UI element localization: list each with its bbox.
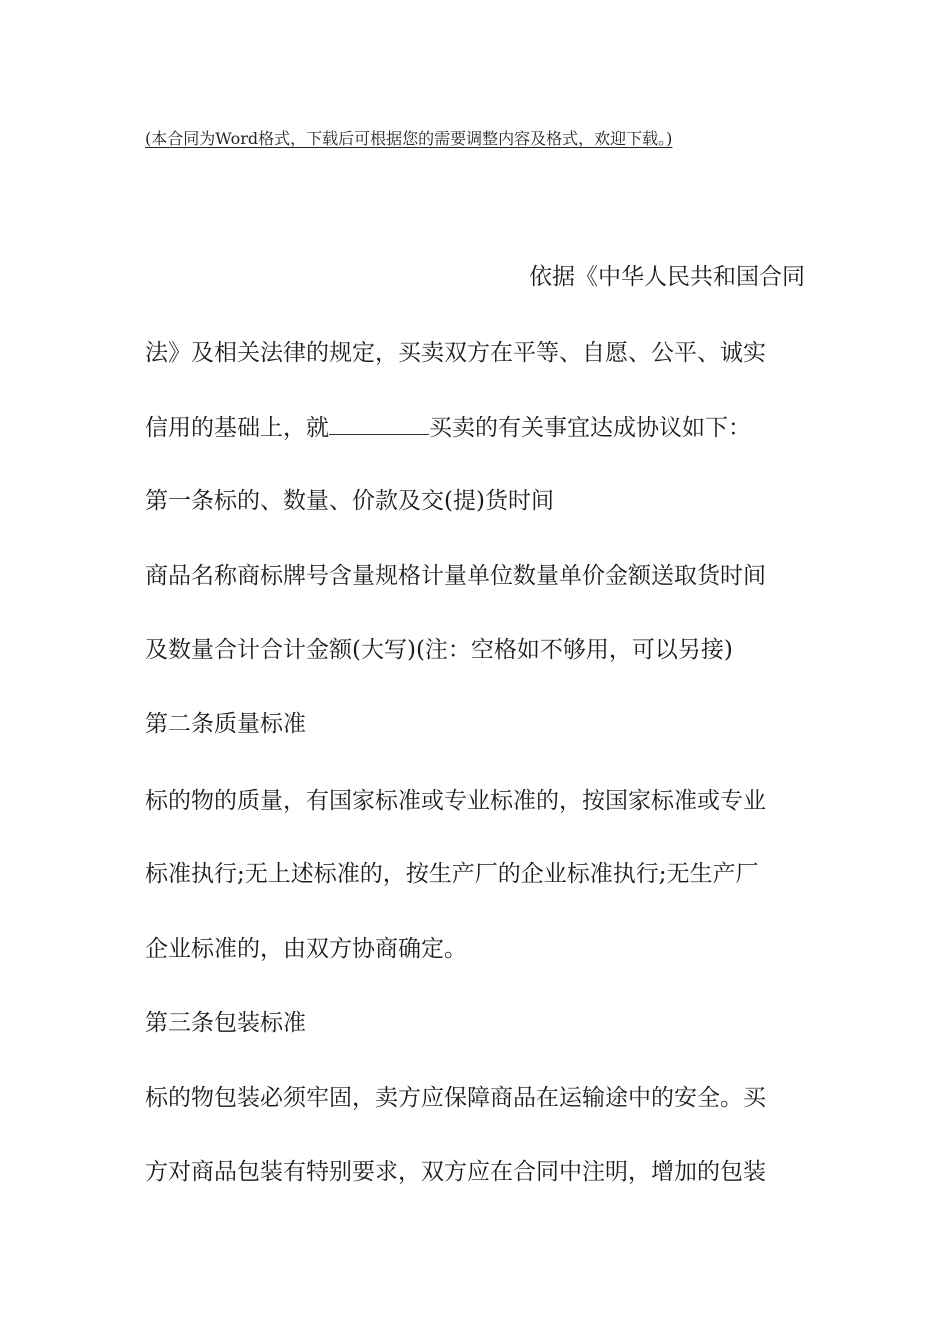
fill-in-blank — [329, 412, 429, 435]
article-2-text-2: 标准执行;无上述标准的，按生产厂的企业标准执行;无生产厂 — [145, 861, 759, 887]
intro-line-3-end: 买卖的有关事宜达成协议如下： — [429, 415, 751, 441]
article-3-text-2: 方对商品包装有特别要求，双方应在合同中注明，增加的包装 — [145, 1159, 766, 1185]
article-1-text-2: 及数量合计合计金额(大写)(注：空格如不够用，可以另接) — [145, 637, 733, 663]
article-1-text-1: 商品名称商标牌号含量规格计量单位数量单价金额送取货时间 — [145, 563, 766, 589]
article-3-text-1: 标的物包装必须牢固，卖方应保障商品在运输途中的安全。买 — [145, 1085, 766, 1111]
intro-line-1: 依据《中华人民共和国合同 — [529, 264, 805, 290]
article-2-text-3: 企业标准的，由双方协商确定。 — [145, 936, 467, 962]
download-notice: (本合同为Word格式，下载后可根据您的需要调整内容及格式，欢迎下载。) — [145, 129, 673, 148]
intro-line-2: 法》及相关法律的规定，买卖双方在平等、自愿、公平、诚实 — [145, 340, 766, 366]
intro-line-3 — [145, 412, 810, 443]
article-1-heading: 第一条标的、数量、价款及交(提)货时间 — [145, 488, 554, 514]
article-2-text-1: 标的物的质量，有国家标准或专业标准的，按国家标准或专业 — [145, 788, 766, 814]
article-3-heading: 第三条包装标准 — [145, 1010, 306, 1036]
intro-line-3-start: 信用的基础上，就 — [145, 415, 329, 441]
article-2-heading: 第二条质量标准 — [145, 711, 306, 737]
